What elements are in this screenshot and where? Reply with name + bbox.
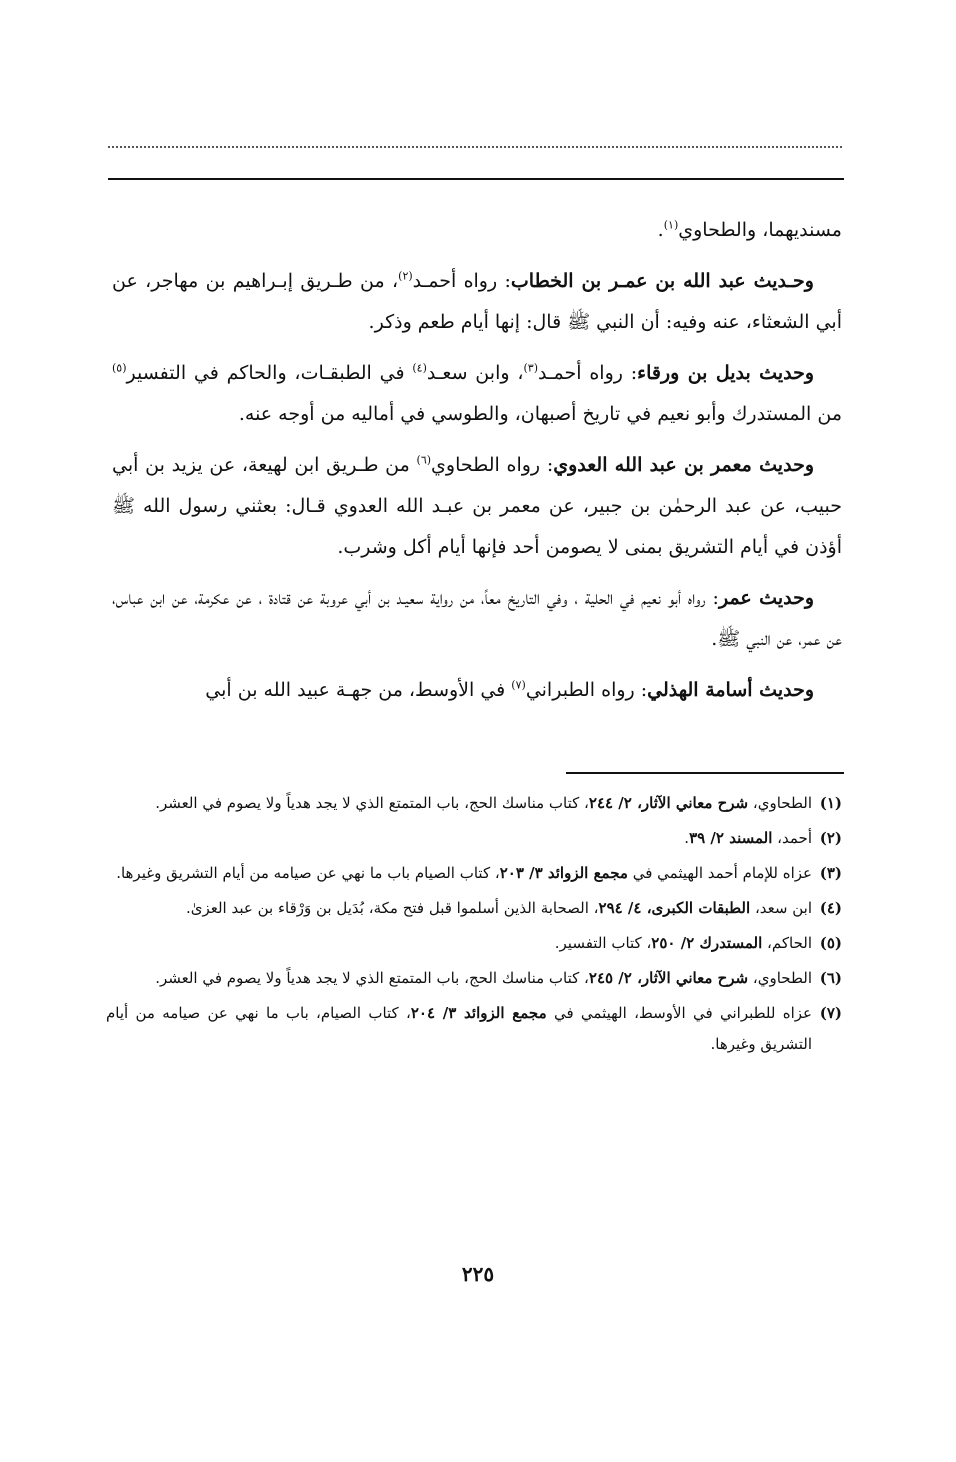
footnote-ref-1[interactable]: (١) bbox=[663, 218, 679, 232]
footnote-4: (٤) ابن سعد، الطبقات الكبرى، ٤/ ٢٩٤، الصحابة الذين أسلموا قبل فتح مكة، بُدَيل بن وَرْقاء بن عبد العزىٰ. bbox=[106, 893, 842, 924]
paragraph-3: وحديث بديل بن ورقاء: رواه أحمـد$^{(٣)}$، وابن سعـد$^{(٤)}$ في الطبقـات، والحاكم في التفسير$^{(٥)}$ من المستدرك وأبو نعيم في تاريخ أصبهان، والطوسي في أماليه من أوجه عنه. bbox=[112, 361, 842, 425]
hadith-heading: وحديث عمر bbox=[718, 587, 814, 609]
paragraph-5: وحديث عمر: رواه أبو نعيم في الحلية ، وفي التاريخ معاً، من رواية سعيـد بن أبي عروبة عن قتادة ، عن عكرمة، عن ابن عباس، عن عمر، عن النبي ﷺ. bbox=[112, 587, 842, 650]
footnote-number: (٢) bbox=[819, 829, 842, 847]
main-text bbox=[112, 210, 842, 721]
footnote-1: (١) الطحاوي، شرح معاني الآثار، ٢/ ٢٤٤، كتاب مناسك الحج، باب المتمتع الذي لا يجد هدياً ولا يصوم في العشر. bbox=[106, 788, 842, 819]
footnote-ref-5[interactable]: (٥) bbox=[112, 361, 127, 375]
footnote-ref-4[interactable]: (٤) bbox=[412, 361, 427, 375]
footnote-6: (٦) الطحاوي، شرح معاني الآثار، ٢/ ٢٤٥، كتاب مناسك الحج، باب المتمتع الذي لا يجد هدياً ولا يصوم في العشر. bbox=[106, 963, 842, 994]
paragraph-1: مسنديهما، والطحاوي$^{(١)}$. bbox=[657, 218, 842, 241]
hadith-heading: وحـديث عبد الله بن عمـر بن الخطاب bbox=[510, 270, 814, 292]
hadith-heading: وحديث أسامة الهذلي bbox=[647, 679, 814, 701]
footnote-5: (٥) الحاكم، المستدرك ٢/ ٢٥٠، كتاب التفسير. bbox=[106, 928, 842, 959]
footnote-number: (٤) bbox=[819, 899, 842, 917]
footnote-ref-3[interactable]: (٣) bbox=[523, 361, 538, 375]
page-number: ٢٢٥ bbox=[461, 1262, 495, 1286]
footnote-ref-6[interactable]: (٦) bbox=[416, 453, 432, 467]
footnote-separator bbox=[566, 772, 844, 774]
dotted-header-line bbox=[108, 146, 842, 148]
header-rule bbox=[108, 178, 844, 180]
footnote-2: (٢) أحمد، المسند ٢/ ٣٩. bbox=[106, 823, 842, 854]
footnote-ref-7[interactable]: (٧) bbox=[511, 678, 526, 692]
footnote-3: (٣) عزاه للإمام أحمد الهيثمي في مجمع الزوائد ٣/ ٢٠٣، كتاب الصيام باب ما نهي عن صيامه من أيام التشريق وغيرها. bbox=[106, 858, 842, 889]
footnote-ref-2[interactable]: (٢) bbox=[398, 269, 413, 283]
footnote-number: (١) bbox=[819, 794, 842, 812]
footnotes-section bbox=[106, 788, 842, 1064]
footnote-number: (٦) bbox=[819, 969, 842, 987]
hadith-heading: وحديث معمر بن عبد الله العدوي bbox=[553, 454, 814, 476]
paragraph-2: وحـديث عبد الله بن عمـر بن الخطاب: رواه أحمـد$^{(٢)}$، من طـريق إبـراهيم بن مهاجر، عن أبي الشعثاء، عنه وفيه: أن النبي ﷺ قال: إنها أيام طعم وذكر. bbox=[112, 269, 842, 333]
footnote-number: (٧) bbox=[819, 1004, 842, 1022]
paragraph-6: وحديث أسامة الهذلي: رواه الطبراني$^{(٧)}$ في الأوسط، من جهـة عبيد الله بن أبي bbox=[205, 678, 814, 701]
footnote-7: (٧) عزاه للطبراني في الأوسط، الهيثمي في مجمع الزوائد ٣/ ٢٠٤، كتاب الصيام، باب ما نهي عن صيامه من أيام التشريق وغيرها. bbox=[106, 998, 842, 1060]
hadith-heading: وحديث بديل بن ورقاء bbox=[637, 362, 815, 384]
paragraph-4: وحديث معمر بن عبد الله العدوي: رواه الطحاوي$^{(٦)}$ من طـريق ابن لهيعة، عن يزيد بن أبي حبيب، عن عبد الرحمٰن بن جبير، عن معمر بن عبـد الله العدوي قـال: بعثني رسول الله ﷺ أؤذن في أيام التشريق بمنى لا يصومن أحد فإنها أيام أكل وشرب. bbox=[112, 453, 842, 558]
footnote-number: (٣) bbox=[819, 864, 842, 882]
footnote-number: (٥) bbox=[819, 934, 842, 952]
